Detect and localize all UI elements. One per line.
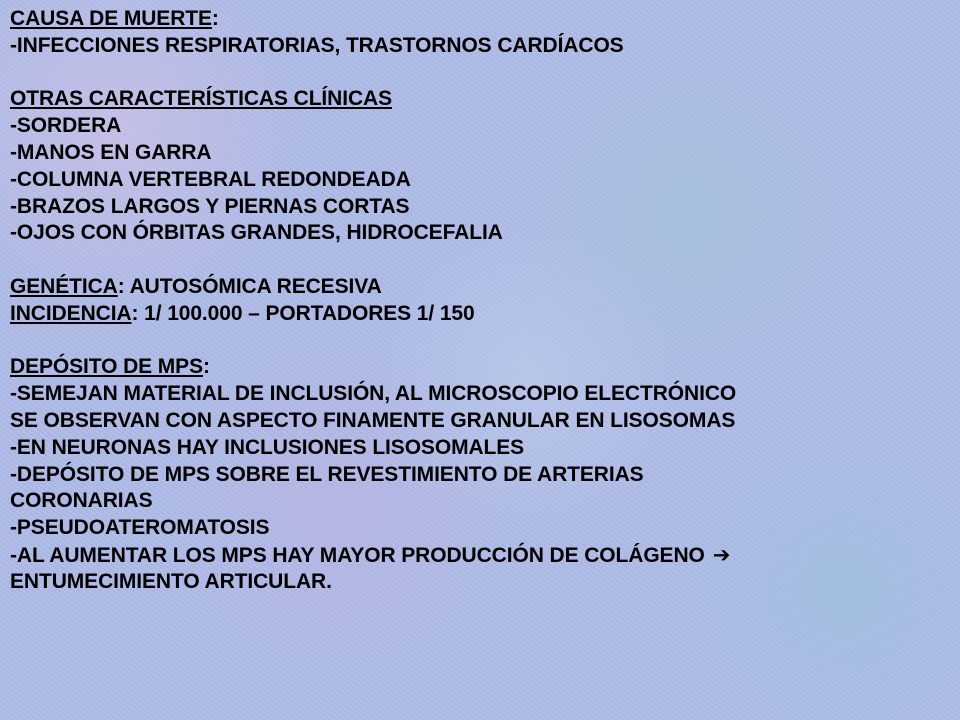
spacer xyxy=(10,60,955,87)
deposit-heading-line xyxy=(10,354,955,381)
clinical-item: -COLUMNA VERTEBRAL REDONDEADA xyxy=(10,167,411,191)
clinical-item: -MANOS EN GARRA xyxy=(10,140,212,164)
slide-content xyxy=(10,6,955,596)
deposit-line: SE OBSERVAN CON ASPECTO FINAMENTE GRANULAR EN LISOSOMAS xyxy=(10,408,736,432)
arrow-right-icon: ➔ xyxy=(712,542,731,567)
clinical-item: -BRAZOS LARGOS Y PIERNAS CORTAS xyxy=(10,194,410,218)
genetics-value: : AUTOSÓMICA RECESIVA xyxy=(117,274,382,298)
incidence-label: INCIDENCIA xyxy=(10,301,132,325)
deposit-line: -PSEUDOATEROMATOSIS xyxy=(10,516,270,540)
deposit-line: -DEPÓSITO DE MPS SOBRE EL REVESTIMIENTO DE ARTERIAS xyxy=(10,462,644,486)
clinical-item: -SORDERA xyxy=(10,114,122,138)
cause-heading-line xyxy=(10,6,955,33)
spacer xyxy=(10,328,955,355)
incidence-value: : 1/ 100.000 – PORTADORES 1/ 150 xyxy=(131,301,475,325)
deposit-line: -SEMEJAN MATERIAL DE INCLUSIÓN, AL MICROSCOPIO ELECTRÓNICO xyxy=(10,382,737,406)
cause-item: -INFECCIONES RESPIRATORIAS, TRASTORNOS CARDÍACOS xyxy=(10,33,624,57)
cause-heading-suffix: : xyxy=(211,7,219,30)
deposit-heading-suffix: : xyxy=(203,355,210,379)
deposit-arrow-line xyxy=(10,542,955,569)
deposit-line: -EN NEURONAS HAY INCLUSIONES LISOSOMALES xyxy=(10,435,525,459)
genetics-label: GENÉTICA xyxy=(10,274,118,298)
deposit-line: -AL AUMENTAR LOS MPS HAY MAYOR PRODUCCIÓN DE COLÁGENO xyxy=(10,543,705,567)
genetics-line xyxy=(10,274,955,301)
deposit-last-line: ENTUMECIMIENTO ARTICULAR. xyxy=(10,569,332,593)
deposit-heading: DEPÓSITO DE MPS xyxy=(10,355,203,379)
incidence-line xyxy=(10,301,955,328)
cause-heading: CAUSA DE MUERTE xyxy=(10,7,212,30)
clinical-heading: OTRAS CARACTERÍSTICAS CLÍNICAS xyxy=(10,87,393,111)
deposit-line: CORONARIAS xyxy=(10,489,153,513)
clinical-item: -OJOS CON ÓRBITAS GRANDES, HIDROCEFALIA xyxy=(10,221,503,245)
clinical-heading-line xyxy=(10,86,955,113)
spacer xyxy=(10,247,955,274)
